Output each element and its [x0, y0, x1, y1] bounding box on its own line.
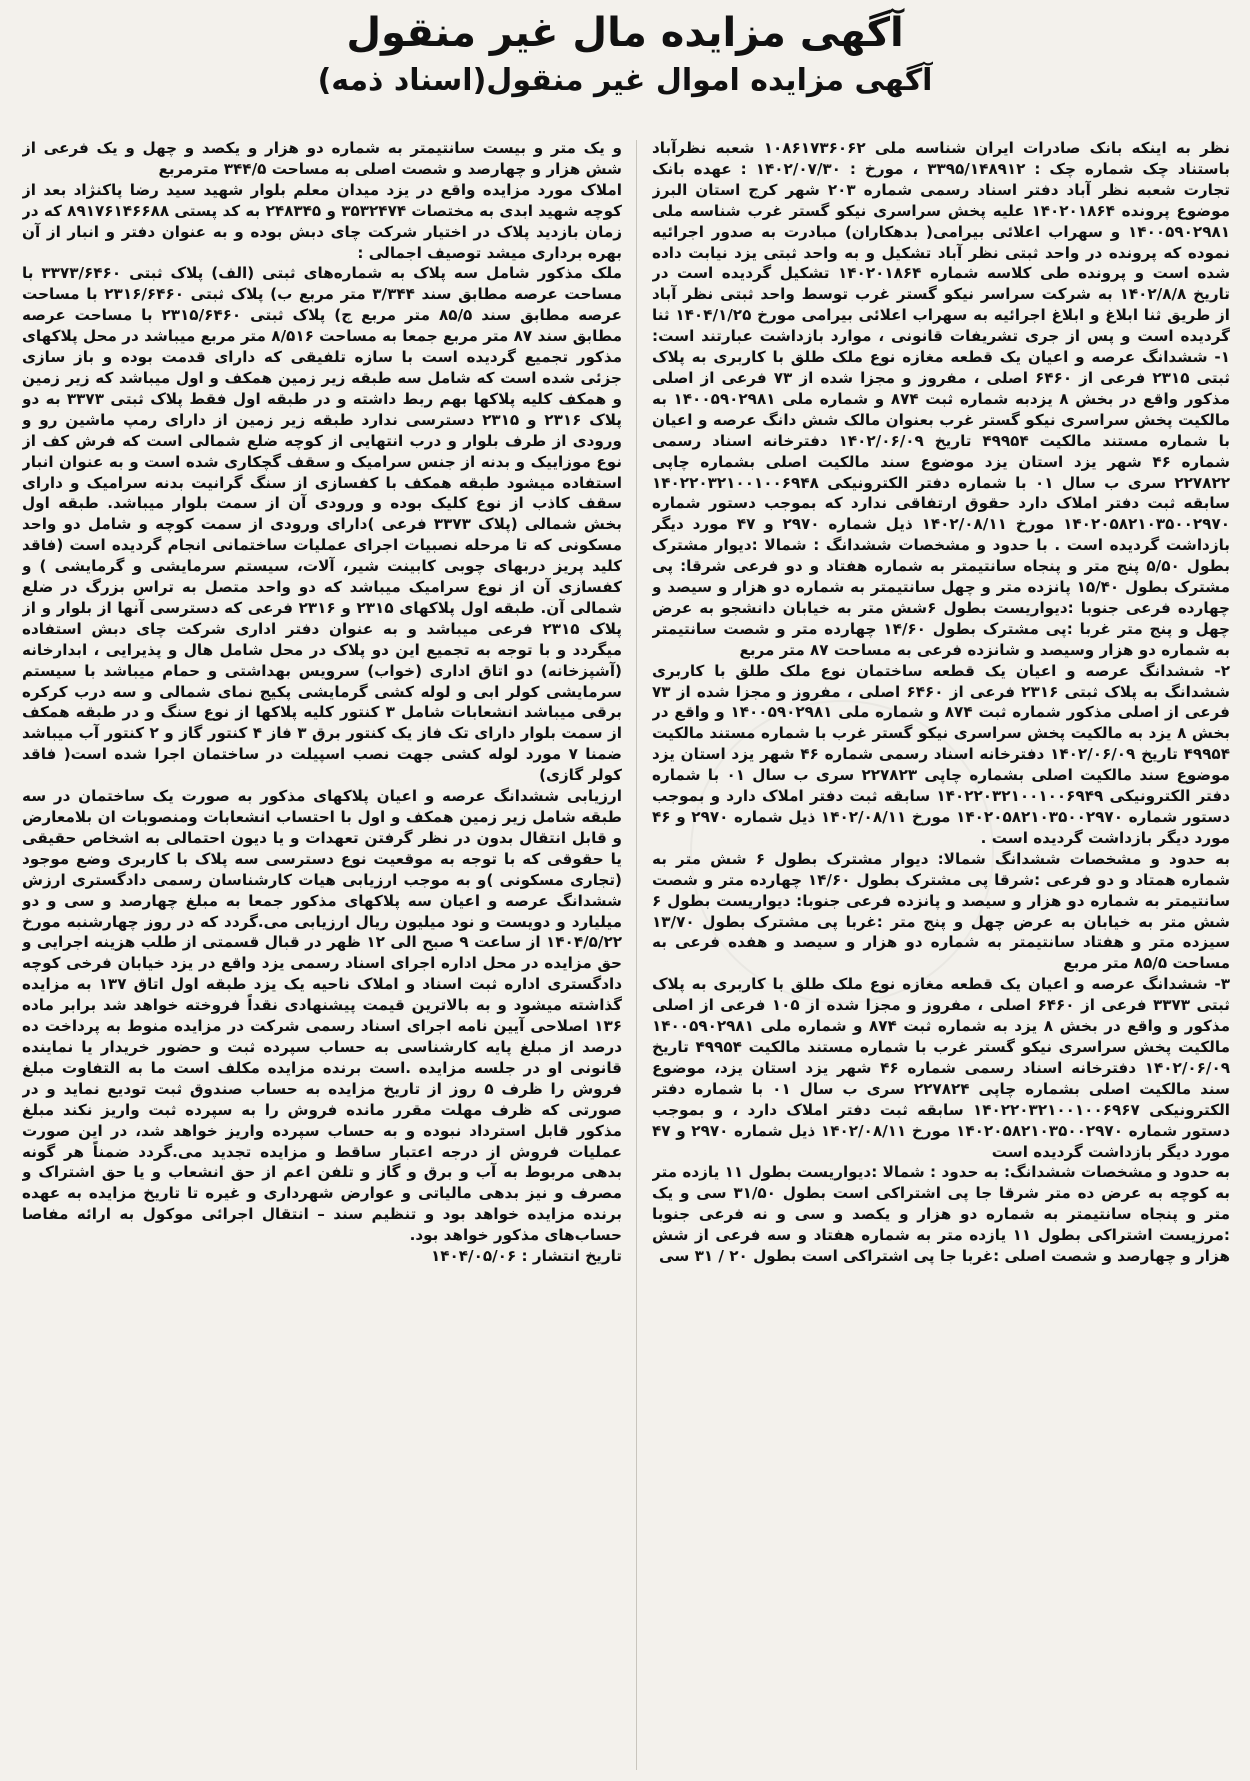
left-column: [22, 138, 622, 1768]
right-paragraph-4: ۳- ششدانگ عرصه و اعیان یک قطعه مغازه نوع ملک طلق با کاربری به پلاک ثبتی ۳۳۷۳ فرعی از ۶۴۶۰ اصلی ، مفروز و مجزا شده از ۱۰۵ فرعی از اصلی مذکور و واقع در بخش ۸ یزد به شماره ثبت ۸۷۴ و شماره ملی ۱۴۰۰۵۹۰۲۹۸۱ مالکیت پخش سراسری نیکو گستر غرب با شماره مستند مالکیت ۴۹۹۵۴ تاریخ ۱۴۰۲/۰۶/۰۹ دفترخانه اسناد رسمی شماره ۴۶ شهر یزد استان یزد، موضوع سند مالکیت اصلی بشماره چاپی ۲۲۷۸۲۴ سری ب سال ۰۱ با شماره دفتر الکترونیکی ۱۴۰۲۲۰۳۲۱۰۰۱۰۰۶۹۶۷ سابقه ثبت دفتر املاک دارد ، و بموجب دستور شماره ۱۴۰۲۰۵۸۲۱۰۳۵۰۰۲۹۷۰ مورخ ۱۴۰۲/۰۸/۱۱ ذیل شماره ۲۹۷۰ و ۴۷ مورد دیگر بازداشت گردیده است: [652, 975, 1230, 1161]
notice-header: [0, 6, 1250, 102]
publish-label: تاریخ انتشار :: [521, 1247, 622, 1266]
notice-title: آگهی مزایده مال غیر منقول: [346, 10, 904, 56]
right-paragraph-3: به حدود و مشخصات ششدانگ شمالا: دیوار مشترک بطول ۶ شش متر به شماره همتاد و دو فرعی :شرقا پی مشترک بطول ۱۴/۶۰ چهارده متر و شصت سانتیمتر به شماره دو هزار و سیصد و پانزده فرعی جنوبا: دیواریست بطول ۶ شش متر به خیابان به عرض چهل و پنج متر :غربا پی مشترک بطول ۱۳/۷۰ سیزده متر و هفتاد سانتیمتر به شماره دو هزار و سیصد و هفده فرعی به مساحت ۸۵/۵ متر مربع: [652, 849, 1230, 973]
left-paragraph-3: ملک مذکور شامل سه پلاک به شماره‌های ثبتی (الف) پلاک ثبتی ۳۳۷۳/۶۴۶۰ با مساحت عرصه مطابق سند ۳/۳۴۴ متر مربع ب) پلاک ثبتی ۲۳۱۶/۶۴۶۰ با مساحت عرصه مطابق سند ۸۵/۵ متر مربع ج) پلاک ثبتی ۲۳۱۵/۶۴۶۰ با مساحت عرصه مطابق سند ۸۷ متر مربع جمعا به مساحت ۸/۵۱۶ متر مربع میباشد در محل پلاکهای مذکور تجمیع گردیده است با سازه تلفیقی که دارای قدمت بوده و باز سازی جزئی شده است که شامل سه طبقه زیر زمین همکف و اول میباشد که زیر زمین و همکف کلیه پلاکها بهم ربط داشته و در طبقه اول فقط پلاک ثبتی ۳۳۷۳ به دو پلاک ۲۳۱۶ و ۲۳۱۵ دسترسی ندارد طبقه زیر زمین از دارای رمپ ماشین رو و ورودی از طرف بلوار و درب انتهایی از کوچه ضلع شمالی است که فرش کف از نوع موزاییک و بدنه از جنس سرامیک و سقف گچکاری شده است و به عنوان انبار استفاده میشود طبقه همکف با کفسازی از سنگ گرانیت بدنه سرامیک و دارای سقف کاذب از نوع کلیک بوده و ورودی آن از سمت بلوار میباشد. طبقه اول بخش شمالی (پلاک ۳۳۷۳ فرعی )دارای ورودی از سمت کوچه و شامل دو واحد مسکونی که تا مرحله نصبیات اجرای عملیات ساختمانی انجام گردیده است (فاقد کلید پریز دربهای چوبی کابینت شیر، آلات، سیستم سرمایشی و گرمایشی ) و کفسازی آن از نوع سرامیک میباشد که دو واحد متصل به تراس بزرگ در ضلع شمالی آن. طبقه اول پلاکهای ۲۳۱۵ و ۲۳۱۶ فرعی که دسترسی آنها از بلوار و از پلاک ۲۳۱۵ فرعی میباشد و به عنوان دفتر اداری شرکت چای دبش استفاده میگردد و با توجه به تجمیع این دو پلاک در محل شامل هال و پذیرایی ، ابدارخانه (آشپزخانه) دو اتاق اداری (خواب) سرویس بهداشتی و حمام میباشد با سیستم سرمایشی کولر ابی و لوله کشی گرمایشی پکیج نمای شمالی و سه درب کرکره برقی میباشد انشعابات شامل ۳ کنتور کلیه پلاکها از نوع سنگ و در طبقه همکف از سمت بلوار دارای تک فاز یک کنتور برق ۳ فاز ۴ کنتور گاز و ۲ کنتور آب میباشد ضمنا ۷ مورد لوله کشی جهت نصب اسپیلت در ساختمان اجرا شده است( فاقد کولر گازی): [22, 264, 622, 785]
left-paragraph-4: ارزیابی ششدانگ عرصه و اعیان پلاکهای مذکور به صورت یک ساختمان در سه طبقه شامل زیر زمین همکف و اول با احتساب انشعابات ومنصوبات ان بلامعارض و قابل انتقال بدون در نظر گرفتن تعهدات و یا دیون احتمالی به اشخاص حقیقی یا حقوقی که با توجه به موقعیت نوع دسترسی سه پلاک با کاربری وضع موجود (تجاری مسکونی )و به موجب ارزیابی هیات کارشناسان رسمی دادگستری ارزش ششدانگ عرصه و اعیان سه پلاکهای مذکور جمعا به مبلغ چهارصد و سی و دو میلیارد و دویست و نود میلیون ریال ارزیابی می.گردد که در روز چهارشنبه مورخ ۱۴۰۴/۵/۲۲ از ساعت ۹ صبح الی ۱۲ ظهر در قبال قسمتی از طلب هزینه اجرایی و حق مزایده در محل اداره اجرای اسناد رسمی یزد واقع در یزد خیابان فرخی کوچه دادگستری اداره ثبت اسناد و املاک ناحیه یک یزد طبقه اول اتاق ۱۳۷ به مزایده گذاشته میشود و به بالاترین قیمت پیشنهادی نقداً فروخته خواهد شد برابر ماده ۱۳۶ اصلاحی آیین نامه اجرای اسناد رسمی شرکت در مزایده منوط به پرداخت ده درصد از مبلغ پایه کارشناسی به حساب سپرده ثبت و حضور خریدار یا نماینده قانونی او در جلسه مزایده .است برنده مزایده مکلف است ما به التفاوت مبلغ فروش را ظرف ۵ روز از تاریخ مزایده به حساب صندوق ثبت تودیع نماید و در صورتی که ظرف مهلت مقرر مانده فروش را به سپرده ثبت واریز نکند مبلغ مذکور قابل استرداد نبوده و به حساب سپرده واریز خواهد شد، در این صورت عملیات فروش از درجه اعتبار ساقط و مزایده تجدید می.گردد ضمناً هر گونه بدهی مربوط به آب و برق و گاز و تلفن اعم از حق انشعاب و یا حق اشتراک و مصرف و نیز بدهی مالیاتی و عوارض شهرداری و غیره تا تاریخ مزایده به عهده برنده مزایده خواهد بود و تنظیم سند – انتقال اجرائی موکول به ارائه مفاصا حساب‌های مذکور خواهد بود.: [22, 787, 622, 1245]
left-paragraph-1: و یک متر و بیست سانتیمتر به شماره دو هزار و یکصد و چهل و یک فرعی از شش هزار و چهارصد و شصت اصلی به مساحت ۳۴۴/۵ مترمربع: [22, 139, 622, 178]
publish-date: ۱۴۰۴/۰۵/۰۶: [430, 1247, 517, 1266]
column-divider: [636, 140, 637, 1770]
notice-subtitle: آگهی مزایده اموال غیر منقول(اسناد ذمه): [317, 63, 933, 98]
right-paragraph-5: به حدود و مشخصات ششدانگ: به حدود : شمالا :دیواریست بطول ۱۱ یازده متر به کوچه به عرض ده متر شرقا جا پی اشتراکی است بطول ۳۱/۵۰ سی و یک متر و پنجاه سانتیمتر به شماره دو هزار و یکصد و سی و نه فرعی جنوبا :مرزیست اشتراکی بطول ۱۱ یازده متر به شماره هفتاد و سه فرعی از شش هزار و چهارصد و شصت اصلی :غربا جا پی اشتراکی است بطول ۲۰ / ۳۱ سی: [652, 1163, 1230, 1266]
publish-info: [22, 1246, 622, 1267]
right-paragraph-1: نظر به اینکه بانک صادرات ایران شناسه ملی ۱۰۸۶۱۷۳۶۰۶۲ شعبه نظرآباد باستناد چک شماره چک : ۳۳۹۵/۱۴۸۹۱۲ ، مورخ : ۱۴۰۲/۰۷/۳۰ : عهده بانک تجارت شعبه نظر آباد دفتر اسناد رسمی شماره ۲۰۳ شهر کرج استان البرز موضوع پرونده ۱۴۰۲۰۱۸۶۴ علیه پخش سراسری نیکو گستر غرب شناسه ملی ۱۴۰۰۵۹۰۲۹۸۱ و سهراب اعلائی بیرامی( بدهکاران) مبادرت به صدور اجرائیه نموده که پرونده در واحد ثبتی نظر آباد تشکیل و به واحد ثبتی یزد نیابت داده شده است و پرونده طی کلاسه شماره ۱۴۰۲۰۱۸۶۴ تشکیل گردیده است در تاریخ ۱۴۰۲/۸/۸ به شرکت سراسر نیکو گستر غرب توسط واحد ثبتی نظر آباد از طریق ثنا ابلاغ و ابلاغ اجرائیه به سهراب اعلائی بیرامی مورخ ۱۴۰۴/۱/۲۵ ثنا گردیده است و پس از جری تشریفات قانونی ، موارد بازداشت عبارتند است: ۱- ششدانگ عرصه و اعیان یک قطعه مغازه نوع ملک طلق با کاربری به پلاک ثبتی ۲۳۱۵ فرعی از ۶۴۶۰ اصلی ، مفروز و مجزا شده از ۷۳ فرعی از اصلی مذکور واقع در بخش ۸ یزدبه شماره ثبت ۸۷۴ و شماره ملی ۱۴۰۰۵۹۰۲۹۸۱ به مالکیت پخش سراسری نیکو گستر غرب بعنوان مالک شش دانگ عرصه و اعیان با شماره مستند مالکیت ۴۹۹۵۴ تاریخ ۱۴۰۲/۰۶/۰۹ دفترخانه اسناد رسمی شماره ۴۶ شهر یزد استان یزد موضوع سند مالکیت اصلی بشماره چاپی ۲۲۷۸۲۲ سری ب سال ۰۱ با شماره دفتر الکترونیکی ۱۴۰۲۲۰۳۲۱۰۰۱۰۰۶۹۴۸ سابقه ثبت دفتر املاک دارد حقوق ارتفاقی ندارد که بموجب دستور شماره ۱۴۰۲۰۵۸۲۱۰۳۵۰۰۲۹۷۰ مورخ ۱۴۰۲/۰۸/۱۱ ذیل شماره ۲۹۷۰ و ۴۷ مورد دیگر بازداشت گردیده است . با حدود و مشخصات ششدانگ : شمالا :دیوار مشترک بطول ۵/۵۰ پنج متر و پنجاه سانتیمتر به شماره هفتاد و دو فرعی شرقا: پی مشترک بطول ۱۵/۴۰ پانزده متر و چهل سانتیمتر به شماره دو هزار و سیصد و چهارده فرعی جنوبا :دیواریست بطول ۶شش متر به خیابان دانشجو به عرض چهل و پنج متر غربا :پی مشترک بطول ۱۴/۶۰ چهارده متر و شصت سانتیمتر به شماره دو هزار وسیصد و شانزده فرعی به مساحت ۸۷ متر مربع: [652, 139, 1230, 659]
right-column: [652, 138, 1230, 1768]
left-paragraph-2: املاک مورد مزایده واقع در یزد میدان معلم بلوار شهید سید رضا پاکنژاد بعد از کوچه شهید ابدی به مختصات ۳۵۳۲۴۷۴ و ۲۴۸۳۴۵ به کد پستی ۸۹۱۷۶۱۴۶۶۸۸ که در زمان بازدید پلاک در اختیار شرکت چای دبش بوده و به عنوان دفتر و انبار از آن بهره برداری میشد توصیف اجمالی :: [22, 180, 622, 262]
right-paragraph-2: ۲- ششدانگ عرصه و اعیان یک قطعه ساختمان نوع ملک طلق با کاربری ششدانگ به پلاک ثبتی ۲۳۱۶ فرعی از ۶۴۶۰ اصلی ، مفروز و مجزا شده از ۷۳ فرعی از اصلی مذکور شماره ثبت ۸۷۴ و شماره ملی ۱۴۰۰۵۹۰۲۹۸۱ و واقع در بخش ۸ یزد به مالکیت پخش سراسری نیکو گستر غرب با شماره مستند مالکیت ۴۹۹۵۴ تاریخ ۱۴۰۲/۰۶/۰۹ دفترخانه اسناد رسمی شماره ۴۶ شهر یزد استان یزد موضوع سند مالکیت اصلی بشماره چاپی ۲۲۷۸۲۳ سری ب سال ۰۱ با شماره دفتر الکترونیکی ۱۴۰۲۲۰۳۲۱۰۰۱۰۰۶۹۴۹ سابقه ثبت دفتر املاک دارد و بموجب دستور شماره ۱۴۰۲۰۵۸۲۱۰۳۵۰۰۲۹۷۰ مورخ ۱۴۰۲/۰۸/۱۱ ذیل شماره ۲۹۷۰ و ۴۶ مورد دیگر بازداشت گردیده است .: [652, 661, 1230, 847]
